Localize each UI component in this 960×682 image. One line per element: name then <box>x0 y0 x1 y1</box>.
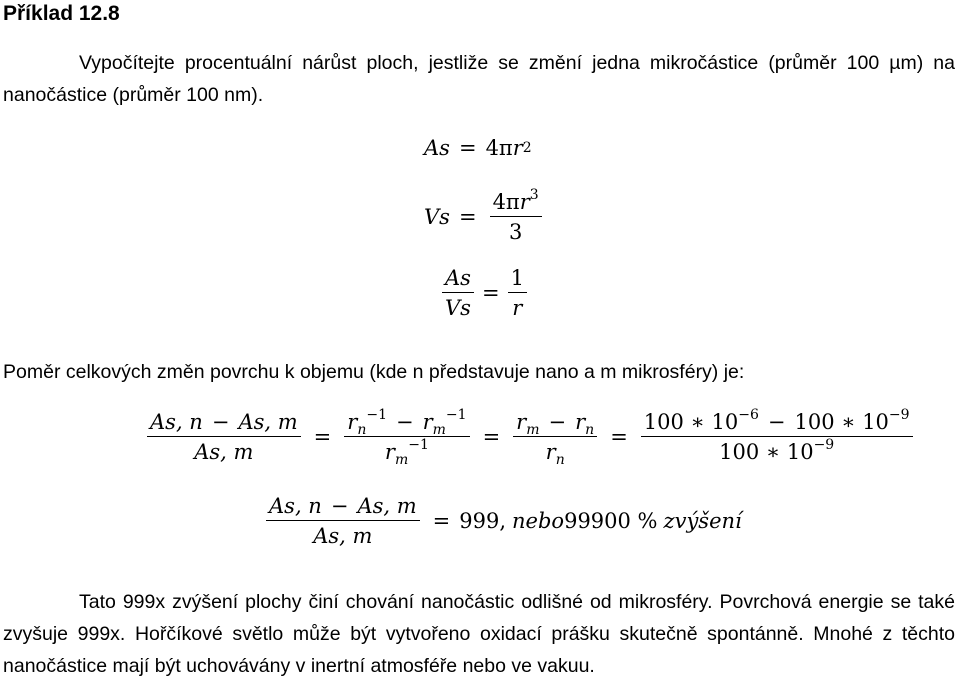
ratio-description: Poměr celkových změn povrchu k objemu (kde n představuje nano a m mikrosféry) je: <box>3 361 745 383</box>
equals-sign: = <box>432 509 451 533</box>
eq4-f1-term-a: As, n <box>150 410 203 434</box>
conclusion-paragraph: Tato 999x zvýšení plochy činí chování nanočástic odlišné od mikrosféry. Povrchová energie se také zvyšuje 999x. Hořčíkové světlo může být vytvořeno oxidací prášku skutečně spontánně. Mnohé z těchto nanočástice mají být uchovávány v inertní atmosféře nebo ve vakuu. <box>3 591 955 677</box>
eq1-var: r <box>512 136 523 160</box>
eq4-f4-denominator <box>716 437 837 464</box>
eq4-f4-den: 100 ∗ 10 <box>719 440 814 464</box>
equals-sign: = <box>610 425 628 449</box>
eq2-num-var: r <box>519 190 530 214</box>
example-heading: Příklad 12.8 <box>3 2 120 25</box>
eq4-f2-b-sub: m <box>432 422 446 438</box>
eq4-f4-numerator <box>641 407 913 436</box>
eq4-f4-b: 100 ∗ 10 <box>794 410 889 434</box>
eq4-f3-numerator <box>513 410 597 436</box>
eq4-f2-a-base: r <box>347 410 358 434</box>
eq5-denominator: As, m <box>313 524 373 548</box>
eq4-f2-den-exp: −1 <box>408 437 429 453</box>
eq4-f3-den-sub: n <box>555 452 565 468</box>
eq3-lhs-den: Vs <box>445 296 471 320</box>
eq3-lhs-fraction <box>442 266 474 320</box>
eq4-f2-a-exp: −1 <box>366 407 387 423</box>
eq4-f3-b-sub: n <box>585 422 595 438</box>
eq4-f2-b-base: r <box>422 410 433 434</box>
eq2-num-exp: 3 <box>529 187 539 203</box>
eq4-f1-numerator <box>147 410 301 436</box>
eq3-rhs-num: 1 <box>510 266 524 290</box>
eq4-fraction-2 <box>344 407 469 468</box>
eq2-denominator: 3 <box>508 220 523 244</box>
eq4-f2-den-base: r <box>384 440 395 464</box>
eq4-f2-denominator <box>382 437 432 468</box>
eq4-f4-b-exp: −9 <box>888 407 910 423</box>
equals-sign: = <box>482 425 501 449</box>
eq4-f3-a-sub: m <box>526 422 540 438</box>
eq5-numerator <box>266 494 420 520</box>
eq4-f4-den-exp: −9 <box>813 437 835 453</box>
eq5-term-a: As, n <box>269 494 322 518</box>
eq4-f3-den-base: r <box>545 440 556 464</box>
surface-area-equation: As = 4π r 2 <box>424 136 532 160</box>
equals-sign: = <box>458 205 477 229</box>
eq5-result-word: nebo <box>512 509 565 533</box>
minus-sign: − <box>211 410 230 434</box>
ratio-equation <box>438 266 531 320</box>
eq5-fraction <box>266 494 420 548</box>
volume-equation <box>424 187 546 244</box>
eq5-result-percent: 99900 % <box>564 509 658 533</box>
eq2-lhs: Vs <box>424 205 450 229</box>
eq4-f3-a-base: r <box>516 410 527 434</box>
eq3-lhs-num: As <box>445 266 471 290</box>
eq5-result-number: 999, <box>459 509 507 533</box>
change-ratio-equation <box>143 407 917 468</box>
eq4-fraction-1 <box>147 410 301 464</box>
eq4-f4-a-exp: −6 <box>738 407 759 423</box>
eq4-fraction-3 <box>513 410 597 468</box>
intro-paragraph: Vypočítejte procentuální nárůst ploch, jestliže se změní jedna mikročástice (průměr 100 µm) na nanočástice (průměr 100 nm). <box>3 52 955 106</box>
eq4-f4-a: 100 ∗ 10 <box>643 410 739 434</box>
eq3-rhs-den: r <box>512 296 523 320</box>
result-equation <box>262 494 742 548</box>
equals-sign: = <box>481 281 500 305</box>
eq2-fraction <box>490 187 542 244</box>
eq4-f1-term-b: As, m <box>238 410 298 434</box>
equals-sign: = <box>313 425 332 449</box>
eq4-f1-denominator: As, m <box>194 440 254 464</box>
minus-sign: − <box>548 410 567 434</box>
eq1-coef: 4π <box>485 136 513 160</box>
eq5-term-b: As, m <box>357 494 417 518</box>
eq3-rhs-fraction <box>508 266 527 320</box>
eq2-num-coef: 4π <box>492 190 520 214</box>
eq1-lhs: As <box>424 136 450 160</box>
eq4-f2-numerator <box>344 407 469 438</box>
eq4-f2-den-sub: m <box>394 452 409 468</box>
minus-sign: − <box>767 410 786 434</box>
minus-sign: − <box>395 410 414 434</box>
eq4-f2-b-exp: −1 <box>445 407 467 423</box>
eq4-f3-denominator <box>543 437 568 468</box>
eq2-numerator <box>490 187 542 216</box>
eq4-fraction-4 <box>641 407 913 464</box>
minus-sign: − <box>330 494 349 518</box>
equals-sign: = <box>458 136 477 160</box>
eq5-result-increase: zvýšení <box>663 509 742 533</box>
eq4-f3-b-base: r <box>575 410 586 434</box>
eq4-f2-a-sub: n <box>357 422 367 438</box>
